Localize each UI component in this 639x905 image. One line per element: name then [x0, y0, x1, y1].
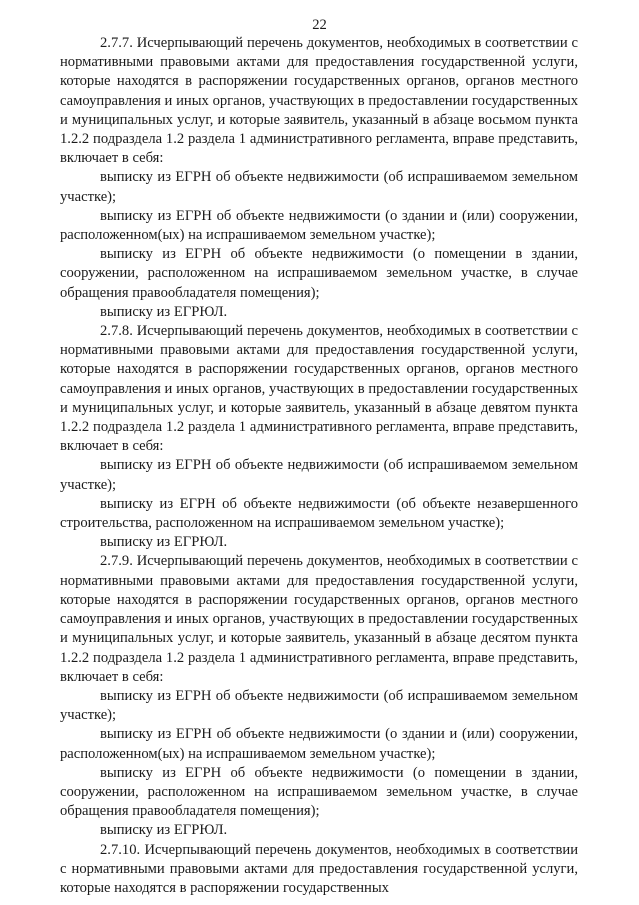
list-item-egrn-building: выписку из ЕГРН об объекте недвижимости (о здании и (или) сооружении, расположенном(ых) на испрашиваемом земельном участке);: [60, 207, 578, 244]
paragraph-2-7-10: 2.7.10. Исчерпывающий перечень документов, необходимых в соответствии с нормативными правовыми актами для предоставления государственной услуги, которые находятся в распоряжении государственных: [60, 841, 578, 896]
paragraph-2-7-7: 2.7.7. Исчерпывающий перечень документов, необходимых в соответствии с нормативными правовыми актами для предоставления государственной услуги, которые находятся в распоряжении государственных органов, органов местного самоуправления и иных органов, участвующих в предоставлении государственных и муниципальных услуг, и которые заявитель, указанный в абзаце восьмом пункта 1.2.2 подраздела 1.2 раздела 1 административного регламента, вправе представить, включает в себя:: [60, 35, 578, 167]
list-item-egrn-unfinished-construction: выписку из ЕГРН об объекте недвижимости (об объекте незавершенного строительства, расположенном на испрашиваемом земельном участке);: [60, 495, 578, 532]
list-item-egrn-premises: выписку из ЕГРН об объекте недвижимости (о помещении в здании, сооружении, расположенном на испрашиваемом земельном участке, в случае обращения правообладателя помещения);: [60, 246, 578, 301]
list-item-egrul: выписку из ЕГРЮЛ.: [100, 822, 228, 839]
list-item-egrn-building: выписку из ЕГРН об объекте недвижимости (о здании и (или) сооружении, расположенном(ых) на испрашиваемом земельном участке);: [60, 726, 578, 762]
list-item-egrul: выписку из ЕГРЮЛ.: [100, 303, 228, 320]
page-number: 22: [312, 17, 327, 33]
list-item-egrn-premises: выписку из ЕГРН об объекте недвижимости (о помещении в здании, сооружении, расположенном на испрашиваемом земельном участке, в случае обращения правообладателя помещения);: [60, 764, 578, 820]
list-item-egrn-land-plot: выписку из ЕГРН об объекте недвижимости (об испрашиваемом земельном участке);: [60, 687, 578, 724]
paragraph-2-7-9: 2.7.9. Исчерпывающий перечень документов, необходимых в соответствии с нормативными правовыми актами для предоставления государственной услуги, которые находятся в распоряжении государственных органов, органов местного самоуправления и иных органов, участвующих в предоставлении государственных и муниципальных услуг, и которые заявитель, указанный в абзаце десятом пункта 1.2.2 подраздела 1.2 раздела 1 административного регламента, вправе представить, включает в себя:: [60, 553, 578, 685]
list-item-egrn-land-plot: выписку из ЕГРН об объекте недвижимости (об испрашиваемом земельном участке);: [60, 457, 578, 493]
paragraph-2-7-8: 2.7.8. Исчерпывающий перечень документов, необходимых в соответствии с нормативными правовыми актами для предоставления государственной услуги, которые находятся в распоряжении государственных органов, органов местного самоуправления и иных органов, участвующих в предоставлении государственных и муниципальных услуг, и которые заявитель, указанный в абзаце девятом пункта 1.2.2 подраздела 1.2 раздела 1 административного регламента, вправе представить, включает в себя:: [60, 323, 578, 455]
document-body: [60, 34, 578, 898]
list-item-egrn-land-plot: выписку из ЕГРН об объекте недвижимости (об испрашиваемом земельном участке);: [60, 169, 578, 205]
list-item-egrul: выписку из ЕГРЮЛ.: [100, 534, 228, 551]
